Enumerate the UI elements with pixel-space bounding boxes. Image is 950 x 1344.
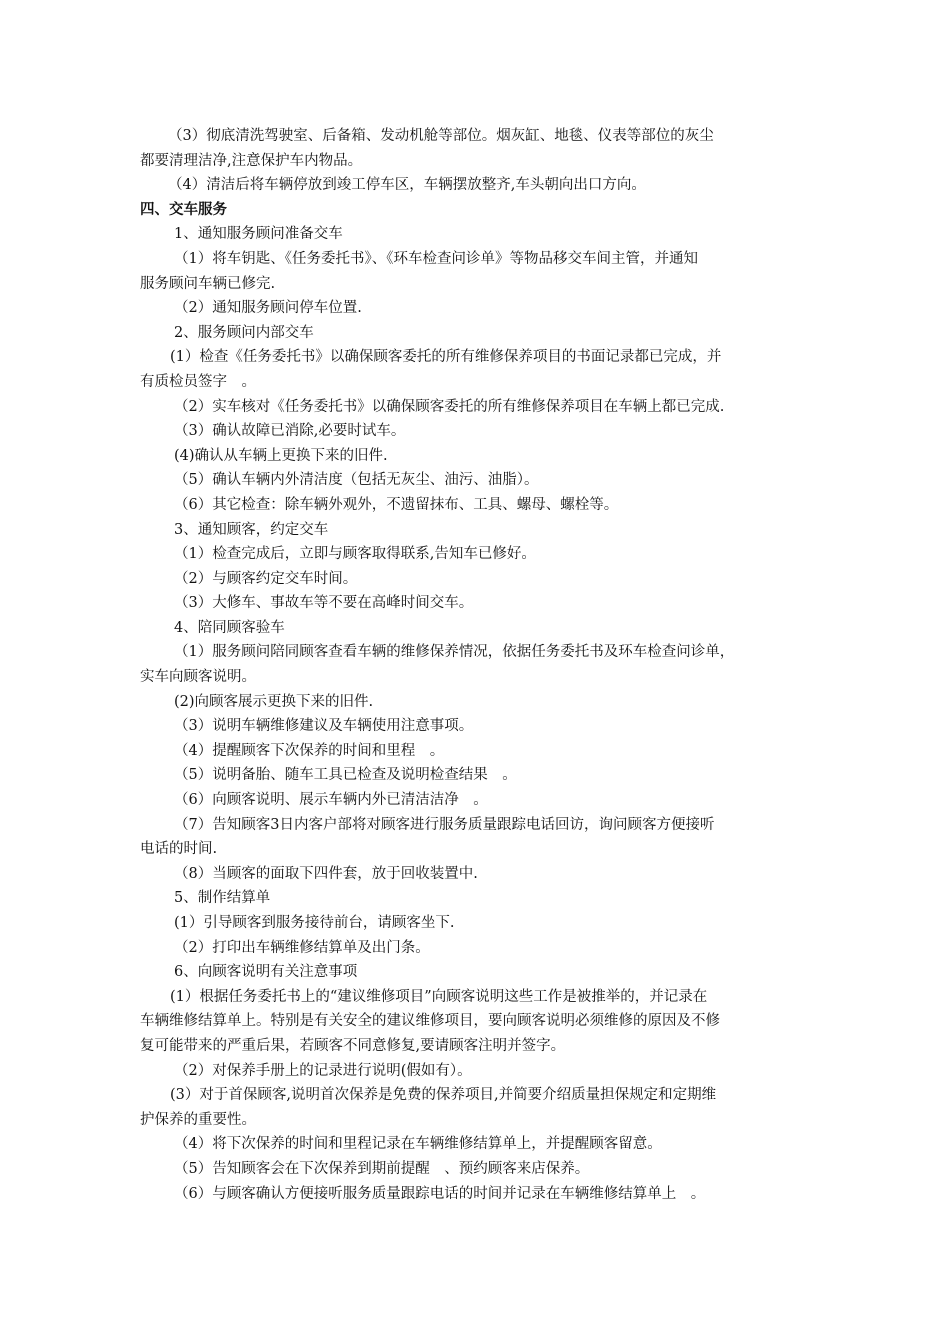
subsection-heading: 2、服务顾问内部交车	[174, 324, 314, 341]
paragraph-line: （3）大修车、事故车等不要在高峰时间交车。	[174, 595, 474, 612]
paragraph-line: 服务顾问车辆已修完.	[140, 275, 276, 292]
paragraph-line: （5）确认车辆内外清洁度（包括无灰尘、油污、油脂）。	[174, 472, 539, 489]
section-heading: 四、交车服务	[140, 201, 227, 218]
paragraph-line: （6）与顾客确认方便接听服务质量跟踪电话的时间并记录在车辆维修结算单上 。	[174, 1185, 706, 1202]
paragraph-line: 实车向顾客说明。	[140, 669, 256, 686]
paragraph-line: （5）说明备胎、随车工具已检查及说明检查结果 。	[174, 767, 517, 784]
paragraph-line: （3）确认故障已消除,必要时试车。	[174, 423, 406, 440]
paragraph-line: （3）说明车辆维修建议及车辆使用注意事项。	[174, 718, 474, 735]
subsection-heading: 1、通知服务顾问准备交车	[174, 226, 343, 243]
subsection-heading: 3、通知顾客，约定交车	[174, 521, 329, 538]
subsection-heading: 6、向顾客说明有关注意事项	[174, 964, 358, 981]
paragraph-line: （4）清洁后将车辆停放到竣工停车区，车辆摆放整齐,车头朝向出口方向。	[168, 177, 646, 194]
paragraph-line: （2）对保养手册上的记录进行说明(假如有）。	[174, 1062, 472, 1079]
paragraph-line: （1）检查完成后，立即与顾客取得联系,告知车已修好。	[174, 546, 536, 563]
paragraph-line: 都要清理洁净,注意保护车内物品。	[140, 152, 363, 169]
paragraph-line: （2）打印出车辆维修结算单及出门条。	[174, 939, 430, 956]
paragraph-line: (1）检查《任务委托书》以确保顾客委托的所有维修保养项目的书面记录都已完成，并	[170, 349, 722, 366]
paragraph-line: （8）当顾客的面取下四件套，放于回收装置中.	[174, 865, 478, 882]
paragraph-line: （1）将车钥匙、《任务委托书》、《环车检查问诊单》等物品移交车间主管，并通知	[174, 250, 698, 267]
paragraph-line: 有质检员签字 。	[140, 373, 256, 390]
paragraph-line: （2）通知服务顾问停车位置.	[174, 300, 362, 317]
paragraph-line: (1）引导顾客到服务接待前台，请顾客坐下.	[174, 915, 455, 931]
subsection-heading: 4、陪同顾客验车	[174, 619, 285, 636]
paragraph-line: （6）其它检查：除车辆外观外，不遗留抹布、工具、螺母、螺栓等。	[174, 496, 619, 513]
paragraph-line: (4)确认从车辆上更换下来的旧件.	[174, 447, 388, 464]
paragraph-line: （4）提醒顾客下次保养的时间和里程 。	[174, 742, 445, 759]
paragraph-line: （2）与顾客约定交车时间。	[174, 570, 358, 587]
paragraph-line: （1）服务顾问陪同顾客查看车辆的维修保养情况，依据任务委托书及环车检查问诊单，	[174, 644, 735, 661]
paragraph-line: （6）向顾客说明、展示车辆内外已清洁洁净 。	[174, 792, 488, 809]
paragraph-line: 复可能带来的严重后果，若顾客不同意修复,要请顾客注明并签字。	[140, 1037, 566, 1054]
paragraph-line: (2)向顾客展示更换下来的旧件.	[174, 693, 374, 710]
paragraph-line: （4）将下次保养的时间和里程记录在车辆维修结算单上，并提醒顾客留意。	[174, 1136, 662, 1153]
paragraph-line: 车辆维修结算单上。特别是有关安全的建议维修项目，要向顾客说明必须维修的原因及不修	[140, 1013, 720, 1030]
document-body	[140, 124, 812, 1206]
paragraph-line: （5）告知顾客会在下次保养到期前提醒 、预约顾客来店保养。	[174, 1160, 590, 1177]
paragraph-line: (1）根据任务委托书上的“建议维修项目”向顾客说明这些工作是被推举的，并记录在	[170, 988, 708, 1005]
paragraph-line: （3）彻底清洗驾驶室、后备箱、发动机舱等部位。烟灰缸、地毯、仪表等部位的灰尘	[168, 128, 714, 144]
paragraph-line: (3）对于首保顾客,说明首次保养是免费的保养项目,并简要介绍质量担保规定和定期维	[170, 1087, 717, 1104]
subsection-heading: 5、制作结算单	[174, 890, 271, 907]
paragraph-line: （7）告知顾客3日内客户部将对顾客进行服务质量跟踪电话回访，询问顾客方便接听	[174, 816, 715, 833]
paragraph-line: 护保养的重要性。	[140, 1111, 256, 1128]
paragraph-line: 电话的时间.	[140, 841, 218, 858]
paragraph-line: （2）实车核对《任务委托书》以确保顾客委托的所有维修保养项目在车辆上都已完成.	[174, 398, 725, 415]
